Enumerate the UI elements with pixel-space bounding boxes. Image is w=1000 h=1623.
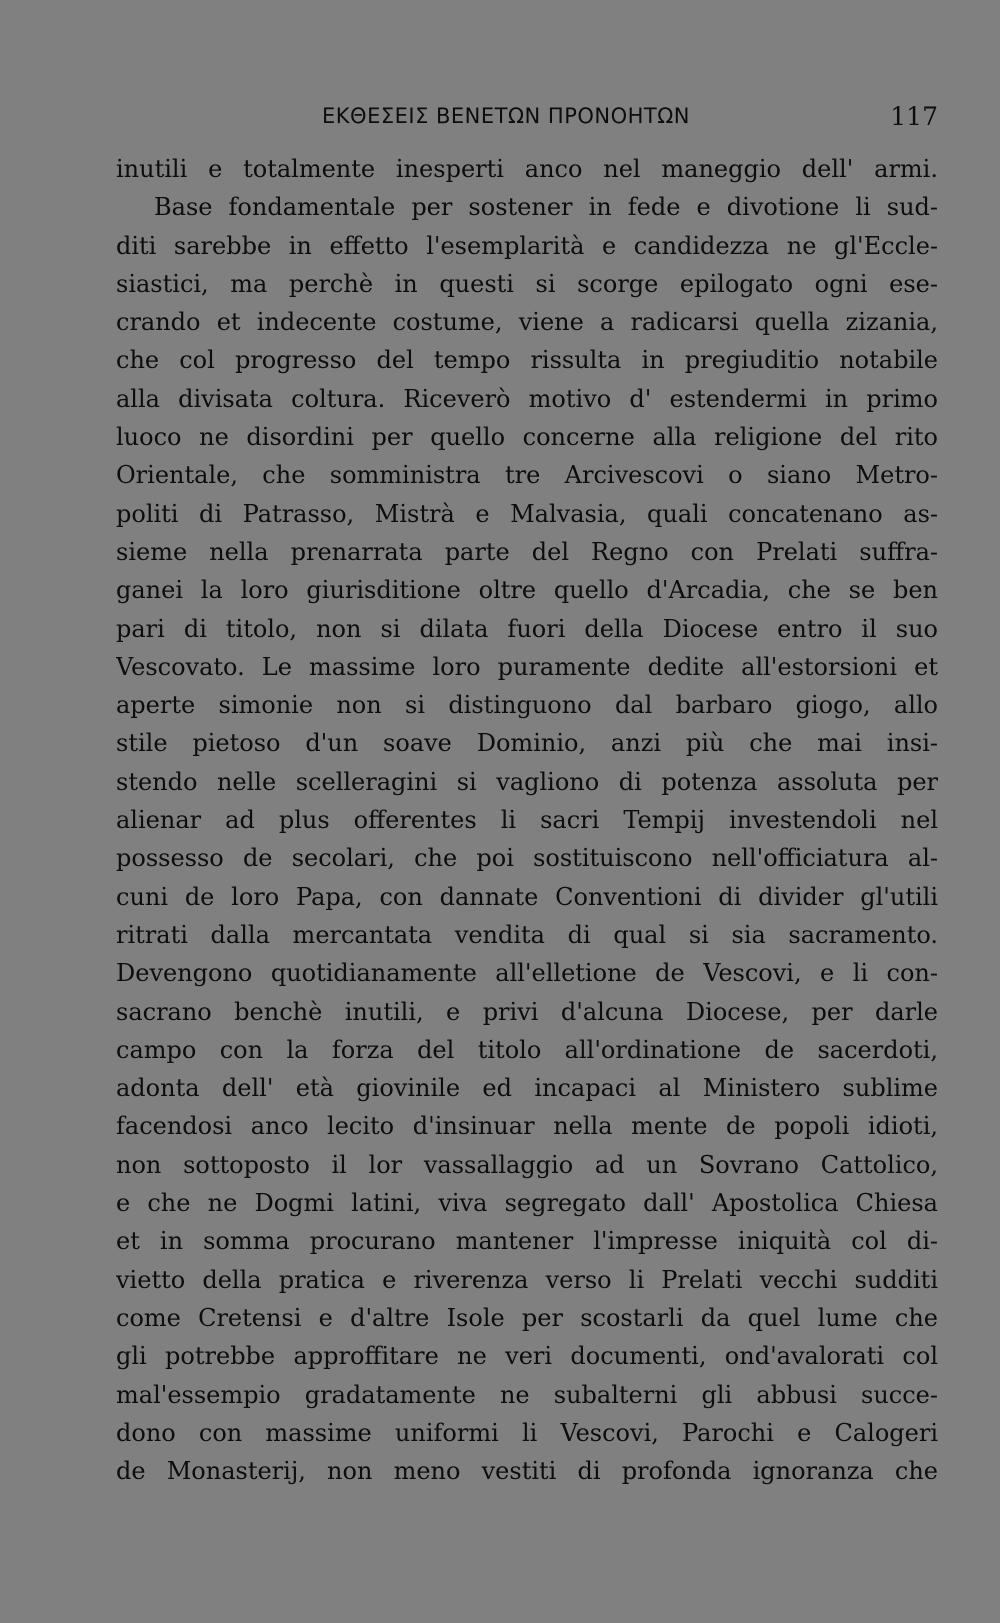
running-title: ΕΚΘΕΣΕΙΣ ΒΕΝΕΤΩΝ ΠΡΟΝΟΗΤΩΝ	[322, 104, 691, 128]
text-line: inutili e totalmente inesperti anco nel maneggio dell' armi.	[116, 155, 938, 183]
text-line: sacrano benchè inutili, e privi d'alcuna Diocese, per darle	[116, 997, 938, 1026]
page-number: 117	[890, 102, 938, 131]
text-line: alla divisata coltura. Riceverò motivo d' estendermi in primo	[116, 384, 938, 413]
text-line: ganei la loro giurisditione oltre quello d'Arcadia, che se ben	[116, 576, 938, 605]
body-text	[116, 150, 938, 1490]
text-line: e che ne Dogmi latini, viva segregato dall' Apostolica Chiesa	[116, 1189, 938, 1218]
text-line: facendosi anco lecito d'insinuar nella mente de popoli idioti,	[116, 1112, 938, 1141]
text-line: stendo nelle scelleragini si vagliono di potenza assoluta per	[116, 767, 938, 796]
text-line: come Cretensi e d'altre Isole per scostarli da quel lume che	[116, 1303, 938, 1332]
text-line: aperte simonie non si distinguono dal barbaro giogo, allo	[116, 691, 938, 720]
text-line: crando et indecente costume, viene a radicarsi quella zizania,	[116, 308, 938, 337]
text-line: possesso de secolari, che poi sostituiscono nell'officiatura al-	[116, 844, 938, 873]
text-line: sieme nella prenarrata parte del Regno con Prelati suffra-	[116, 537, 938, 566]
text-line: Base fondamentale per sostener in fede e divotione li sud-	[154, 193, 938, 222]
text-line: che col progresso del tempo rissulta in pregiuditio notabile	[116, 346, 938, 375]
text-line: alienar ad plus offerentes li sacri Tempij investendoli nel	[116, 806, 938, 835]
text-line: dono con massime uniformi li Vescovi, Parochi e Calogeri	[116, 1418, 938, 1447]
text-line: pari di titolo, non si dilata fuori della Diocese entro il suo	[116, 614, 938, 643]
text-line: et in somma procurano mantener l'impresse iniquità col di-	[116, 1227, 938, 1256]
text-line: Orientale, che somministra tre Arcivescovi o siano Metro-	[116, 461, 938, 490]
text-line: cuni de loro Papa, con dannate Conventioni di divider gl'utili	[116, 882, 938, 911]
text-line: de Monasterij, non meno vestiti di profonda ignoranza che	[116, 1457, 938, 1486]
text-line: non sottoposto il lor vassallaggio ad un Sovrano Cattolico,	[116, 1150, 938, 1179]
text-line: diti sarebbe in effetto l'esemplarità e candidezza ne gl'Eccle-	[116, 231, 938, 260]
running-head	[116, 98, 938, 138]
text-line: mal'essempio gradatamente ne subalterni gli abbusi succe-	[116, 1380, 938, 1409]
text-line: siastici, ma perchè in questi si scorge epilogato ogni ese-	[116, 269, 938, 298]
text-line: gli potrebbe approffitare ne veri documenti, ond'avalorati col	[116, 1342, 938, 1371]
text-line: ritrati dalla mercantata vendita di qual si sia sacramento.	[116, 920, 938, 949]
text-line: Devengono quotidianamente all'elletione de Vescovi, e li con-	[116, 959, 938, 988]
text-line: politi di Patrasso, Mistrà e Malvasia, quali concatenano as-	[116, 499, 938, 528]
text-line: luoco ne disordini per quello concerne alla religione del rito	[116, 423, 938, 452]
text-line: campo con la forza del titolo all'ordinatione de sacerdoti,	[116, 1035, 938, 1064]
text-line: adonta dell' età giovinile ed incapaci al Ministero sublime	[116, 1074, 938, 1103]
text-line: stile pietoso d'un soave Dominio, anzi più che mai insi-	[116, 729, 938, 758]
text-line: vietto della pratica e riverenza verso li Prelati vecchi sudditi	[116, 1265, 938, 1294]
text-line: Vescovato. Le massime loro puramente dedite all'estorsioni et	[116, 652, 938, 681]
